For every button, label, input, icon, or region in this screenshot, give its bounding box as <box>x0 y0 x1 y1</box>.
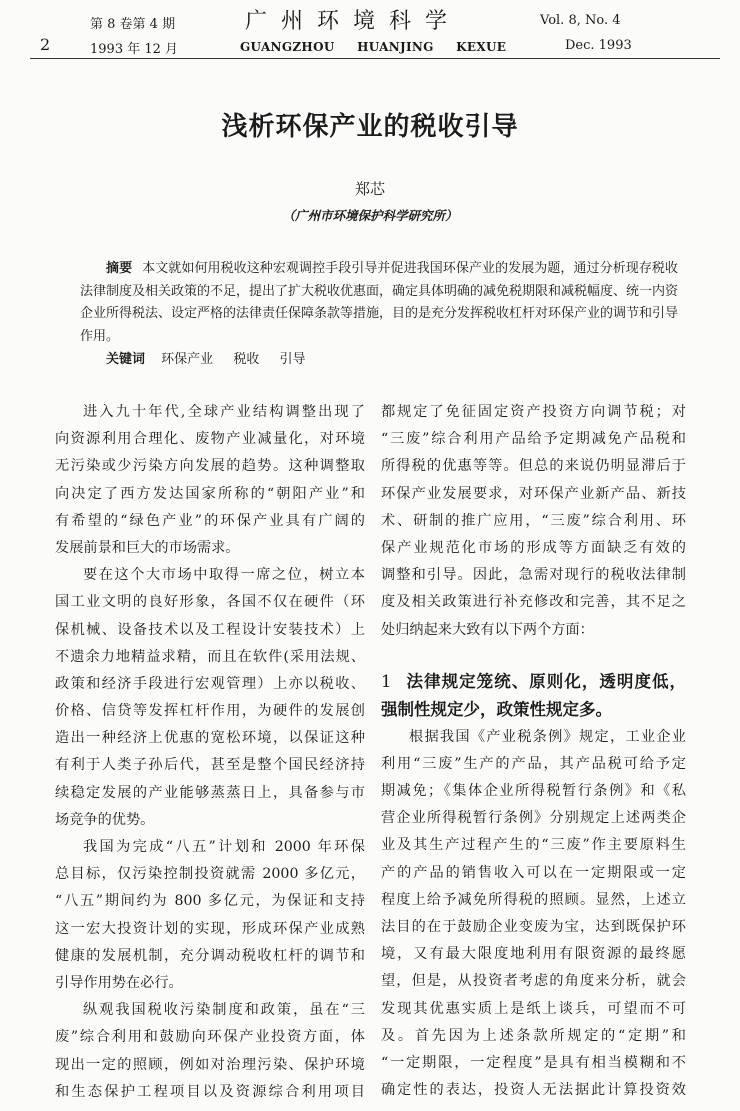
text-line: 确定性的表达，投资人无法据此计算投资效 <box>381 1082 686 1099</box>
text-line: 续稳定发展的产业能够蒸蒸日上，具备参与市 <box>55 784 365 801</box>
text-line: 环保产业发展要求，对环保产业新产品、新技 <box>381 485 686 502</box>
text-line: 术、研制的推广应用，“三废”综合利用、环 <box>381 512 686 529</box>
text-line: 无污染或少污染方向发展的趋势。这种调整取 <box>55 458 365 475</box>
section-heading-line: 1 法律规定笼统、原则化，透明度低， <box>381 671 686 691</box>
text-line: 营企业所得税暂行条例》分别规定上述两类企 <box>381 810 686 827</box>
text-line: “八五”期间约为 800 多亿元，为保证和支持 <box>55 893 365 910</box>
text-line: 场竞争的优势。 <box>55 811 155 828</box>
abstract-label: 摘要 <box>106 261 133 276</box>
text-line: 价格、信贷等发挥杠杆作用，为硬件的发展创 <box>55 703 365 720</box>
text-line: 引导作用势在必行。 <box>55 974 183 991</box>
text-line: 总目标，仅污染控制投资就需 2000 多亿元， <box>55 866 365 883</box>
text-line: 这一宏大投资计划的实现，形成环保产业成熟 <box>55 920 365 937</box>
text-line: 造出一种经济上优惠的宽松环境，以保证这种 <box>55 730 365 747</box>
section-heading-1 <box>381 668 686 724</box>
volume-issue-cn: 第 8 卷第 4 期 <box>90 17 176 32</box>
author-affiliation: （广州市环境保护科学研究所） <box>282 208 458 223</box>
author-name: 郑芯 <box>354 180 385 198</box>
text-line: 不遗余力地精益求精，而且在软件(采用法规、 <box>55 648 365 665</box>
text-line: 望，但是，从投资者考虑的角度来分析，就会 <box>381 973 686 990</box>
text-line: 发现其优惠实质上是纸上谈兵，可望而不可 <box>381 1000 686 1017</box>
text-line: 发展前景和巨大的市场需求。 <box>55 539 240 556</box>
page-number: 2 <box>40 35 51 54</box>
keywords-label: 关键词 <box>106 352 146 367</box>
article-title: 浅析环保产业的税收引导 <box>221 112 519 142</box>
text-line: 健康的发展机制，充分调动税收杠杆的调节和 <box>55 947 365 964</box>
text-line: 有利于人类子孙后代，甚至是整个国民经济持 <box>55 757 365 774</box>
body-column-right <box>381 399 686 1104</box>
text-line: 法目的在于鼓励企业变废为宝，达到既保护环 <box>381 919 686 935</box>
text-line: 国工业文明的良好形象，各国不仅在硬件（环 <box>55 594 365 611</box>
keywords <box>106 348 321 367</box>
keyword: 引导 <box>279 352 306 367</box>
abstract <box>80 258 678 348</box>
keyword: 税收 <box>233 352 260 367</box>
text-line: 处归纳起来大致有以下两个方面： <box>381 621 594 638</box>
right-column-intro <box>381 399 686 644</box>
text-line: 有希望的“绿色产业”的环保产业具有广阔的 <box>55 512 365 529</box>
text-line: 业及其生产过程产生的“三废”作主要原料生 <box>381 837 686 854</box>
volume-issue-en: Vol. 8, No. 4 <box>540 13 621 28</box>
date-en: Dec. 1993 <box>565 38 632 53</box>
journal-title-cn: 广州环境科学 <box>245 9 462 34</box>
text-line: 所得税的优惠等等。但总的来说仍明显滞后于 <box>381 458 686 475</box>
header-rule <box>30 58 720 59</box>
date-cn: 1993 年 12 月 <box>90 42 179 57</box>
text-line: “一定期限，一定程度”是具有相当模糊和不 <box>381 1054 686 1071</box>
text-line: 和生态保护工程项目以及资源综合利用项目 <box>55 1083 365 1100</box>
text-line: “三废”综合利用产品给予定期减免产品税和 <box>381 431 686 448</box>
section-heading-line: 强制性规定少，政策性规定多。 <box>381 699 612 719</box>
text-line: 纵观我国税收污染制度和政策，虽在“三 <box>83 1002 365 1019</box>
text-line: 要在这个大市场中取得一席之位，树立本 <box>83 567 365 584</box>
text-line: 及。首先因为上述条款所规定的“定期”和 <box>381 1027 686 1044</box>
text-line: 利用“三废”生产的产品，其产品税可给予定 <box>381 755 686 772</box>
text-line: 期减免；《集体企业所得税暂行条例》和《私 <box>381 783 686 800</box>
section-number: 1 <box>381 671 392 691</box>
journal-title-roman: GUANGZHOU HUANJING KEXUE <box>240 40 507 54</box>
keyword: 环保产业 <box>161 352 214 367</box>
text-line: 境，又有最大限度地利用有限资源的最终愿 <box>381 946 686 963</box>
text-line: 度及相关政策进行补充修改和完善，其不足之 <box>381 594 686 611</box>
body-column-left <box>55 399 365 1106</box>
text-line: 向决定了西方发达国家所称的“朝阳产业”和 <box>55 485 365 502</box>
running-header <box>0 0 740 60</box>
text-line: 产的产品的销售收入可以在一定期限或一定 <box>381 864 686 881</box>
text-line: 根据我国《产业税条例》规定，工业企业 <box>409 728 686 745</box>
text-line: 调整和引导。因此，急需对现行的税收法律制 <box>381 567 686 584</box>
text-line: 我国为完成“八五”计划和 2000 年环保 <box>83 839 365 855</box>
text-line: 程度上给予减免所得税的照顾。显然，上述立 <box>381 891 686 908</box>
right-column-section-body <box>381 724 686 1105</box>
text-line: 废”综合利用和鼓励向环保产业投资方面，体 <box>55 1029 365 1046</box>
text-line: 向资源利用合理化、废物产业减量化，对环境 <box>55 431 365 448</box>
text-line: 保产业规范化市场的形成等方面缺乏有效的 <box>381 539 686 556</box>
text-line: 保机械、设备技术以及工程设计安装技术）上 <box>55 621 365 638</box>
text-line: 都规定了免征固定资产投资方向调节税；对 <box>381 404 686 420</box>
text-line: 进入九十年代,全球产业结构调整出现了 <box>83 404 365 420</box>
text-line: 政策和经济手段进行宏观管理）上亦以税收、 <box>55 675 365 692</box>
text-line: 现出一定的照顾，例如对治理污染、保护环境 <box>55 1056 365 1073</box>
abstract-text: 本文就如何用税收这种宏观调控手段引导并促进我国环保产业的发展为题，通过分析现存税收法律制度及相关政策的不足，提出了扩大税收优惠面，确定具体明确的减免税期限和减税幅度、统一内资企业所得税法、设定严格的法律责任保障条款等措施，目的是充分发挥税收杠杆对环保产业的调节和引导作用。 <box>80 261 679 344</box>
